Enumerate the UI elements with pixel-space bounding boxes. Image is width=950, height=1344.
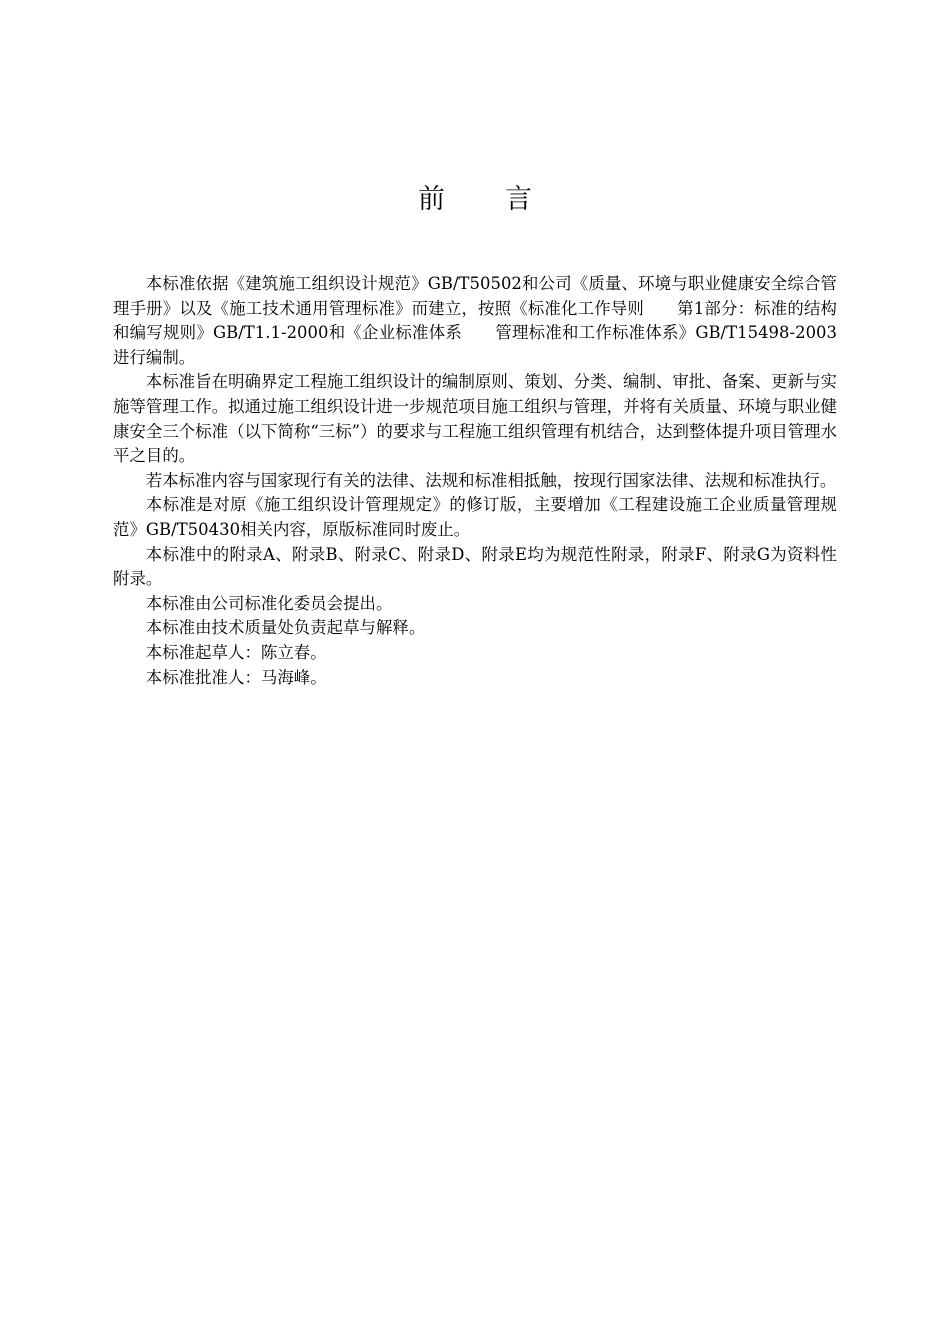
paragraph-revision: 本标准是对原《施工组织设计管理规定》的修订版，主要增加《工程建设施工企业质量管理规范》GB/T50430相关内容，原版标准同时废止。 <box>113 495 837 539</box>
paragraph-proposer: 本标准由公司标准化委员会提出。 <box>145 593 393 613</box>
preface-body <box>113 272 837 690</box>
paragraph-purpose: 本标准旨在明确界定工程施工组织设计的编制原则、策划、分类、编制、审批、备案、更新与实施等管理工作。拟通过施工组织设计进一步规范项目施工组织与管理，并将有关质量、环境与职业健康安全三个标准（以下简称“三标”）的要求与工程施工组织管理有机结合，达到整体提升项目管理水平之目的。 <box>113 372 837 466</box>
paragraph-conflict: 若本标准内容与国家现行有关的法律、法规和标准相抵触，按现行国家法律、法规和标准执行。 <box>145 470 837 490</box>
paragraph-appendices: 本标准中的附录A、附录B、附录C、附录D、附录E均为规范性附录，附录F、附录G为资料性附录。 <box>113 544 837 589</box>
paragraph-approver: 本标准批准人：马海峰。 <box>145 667 327 687</box>
page-title: 前言 <box>418 184 592 215</box>
paragraph-drafter: 本标准起草人：陈立春。 <box>145 642 327 662</box>
paragraph-drafting-dept: 本标准由技术质量处负责起草与解释。 <box>145 618 426 638</box>
paragraph-basis: 本标准依据《建筑施工组织设计规范》GB/T50502和公司《质量、环境与职业健康安全综合管理手册》以及《施工技术通用管理标准》而建立，按照《标准化工作导则 第1部分：标准的结构和编写规则》GB/T1.1-2000和《企业标准体系 管理标准和工作标准体系》GB/T15498-2003进行编制。 <box>113 274 837 367</box>
